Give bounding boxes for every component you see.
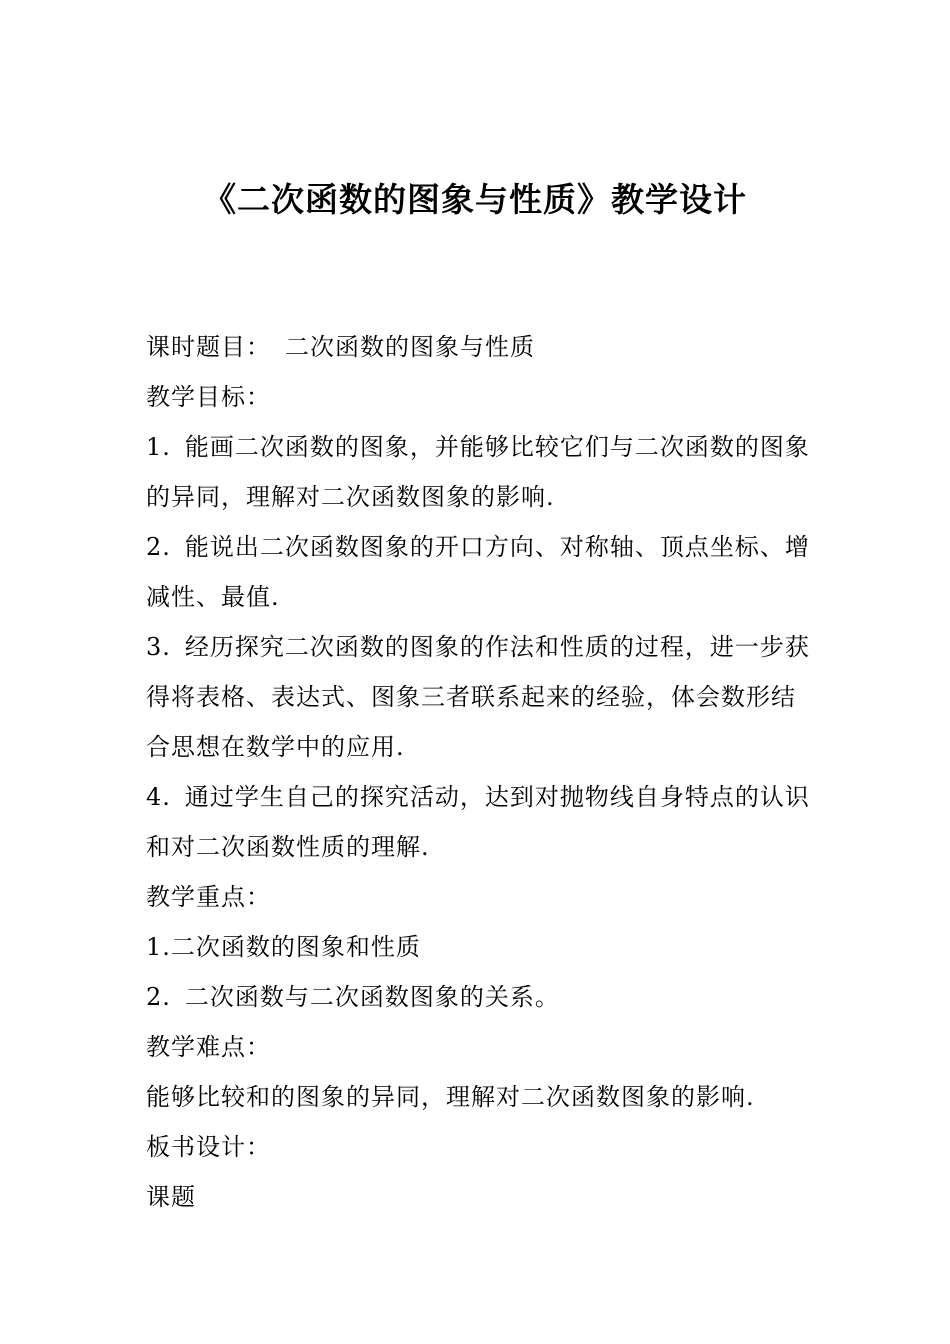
objective-text: 经历探究二次函数的图象的作法和性质的过程，进一步获得将表格、表达式、图象三者联系起来的经验，体会数形结合思想在数学中的应用.	[146, 633, 810, 761]
difficulty-heading: 教学难点：	[146, 1033, 271, 1061]
objective-item-1	[146, 422, 810, 522]
objectives-heading: 教学目标：	[146, 383, 271, 411]
objective-number: 4.	[146, 783, 171, 811]
key-point-number: 2.	[146, 983, 171, 1011]
objective-number: 3.	[146, 633, 171, 661]
objective-item-3	[146, 622, 810, 772]
key-point-item-1	[146, 922, 810, 972]
key-point-item-2	[146, 972, 810, 1022]
objective-number: 1.	[146, 433, 171, 461]
objective-text: 能画二次函数的图象，并能够比较它们与二次函数的图象的异同，理解对二次函数图象的影响.	[146, 433, 810, 511]
document-title: 《二次函数的图象与性质》教学设计	[203, 180, 747, 219]
objective-number: 2.	[146, 533, 171, 561]
key-points-heading: 教学重点：	[146, 883, 271, 911]
objective-item-2	[146, 522, 810, 622]
key-point-text: 二次函数与二次函数图象的关系。	[184, 983, 560, 1011]
board-design-first-line: 课题	[146, 1183, 196, 1211]
objective-text: 能说出二次函数图象的开口方向、对称轴、顶点坐标、增减性、最值.	[146, 533, 810, 611]
board-design-heading: 板书设计：	[146, 1133, 271, 1161]
key-point-text: 二次函数的图象和性质	[170, 933, 421, 961]
lesson-topic-line	[146, 322, 810, 372]
objective-text: 通过学生自己的探究活动，达到对抛物线自身特点的认识和对二次函数性质的理解.	[146, 783, 810, 861]
difficulty-text: 能够比较和的图象的异同，理解对二次函数图象的影响.	[146, 1083, 755, 1111]
lesson-topic-value: 二次函数的图象与性质	[285, 333, 535, 361]
document-body	[146, 322, 810, 1222]
key-point-number: 1.	[146, 933, 171, 961]
lesson-topic-label: 课时题目：	[146, 333, 271, 361]
objective-item-4	[146, 772, 810, 872]
